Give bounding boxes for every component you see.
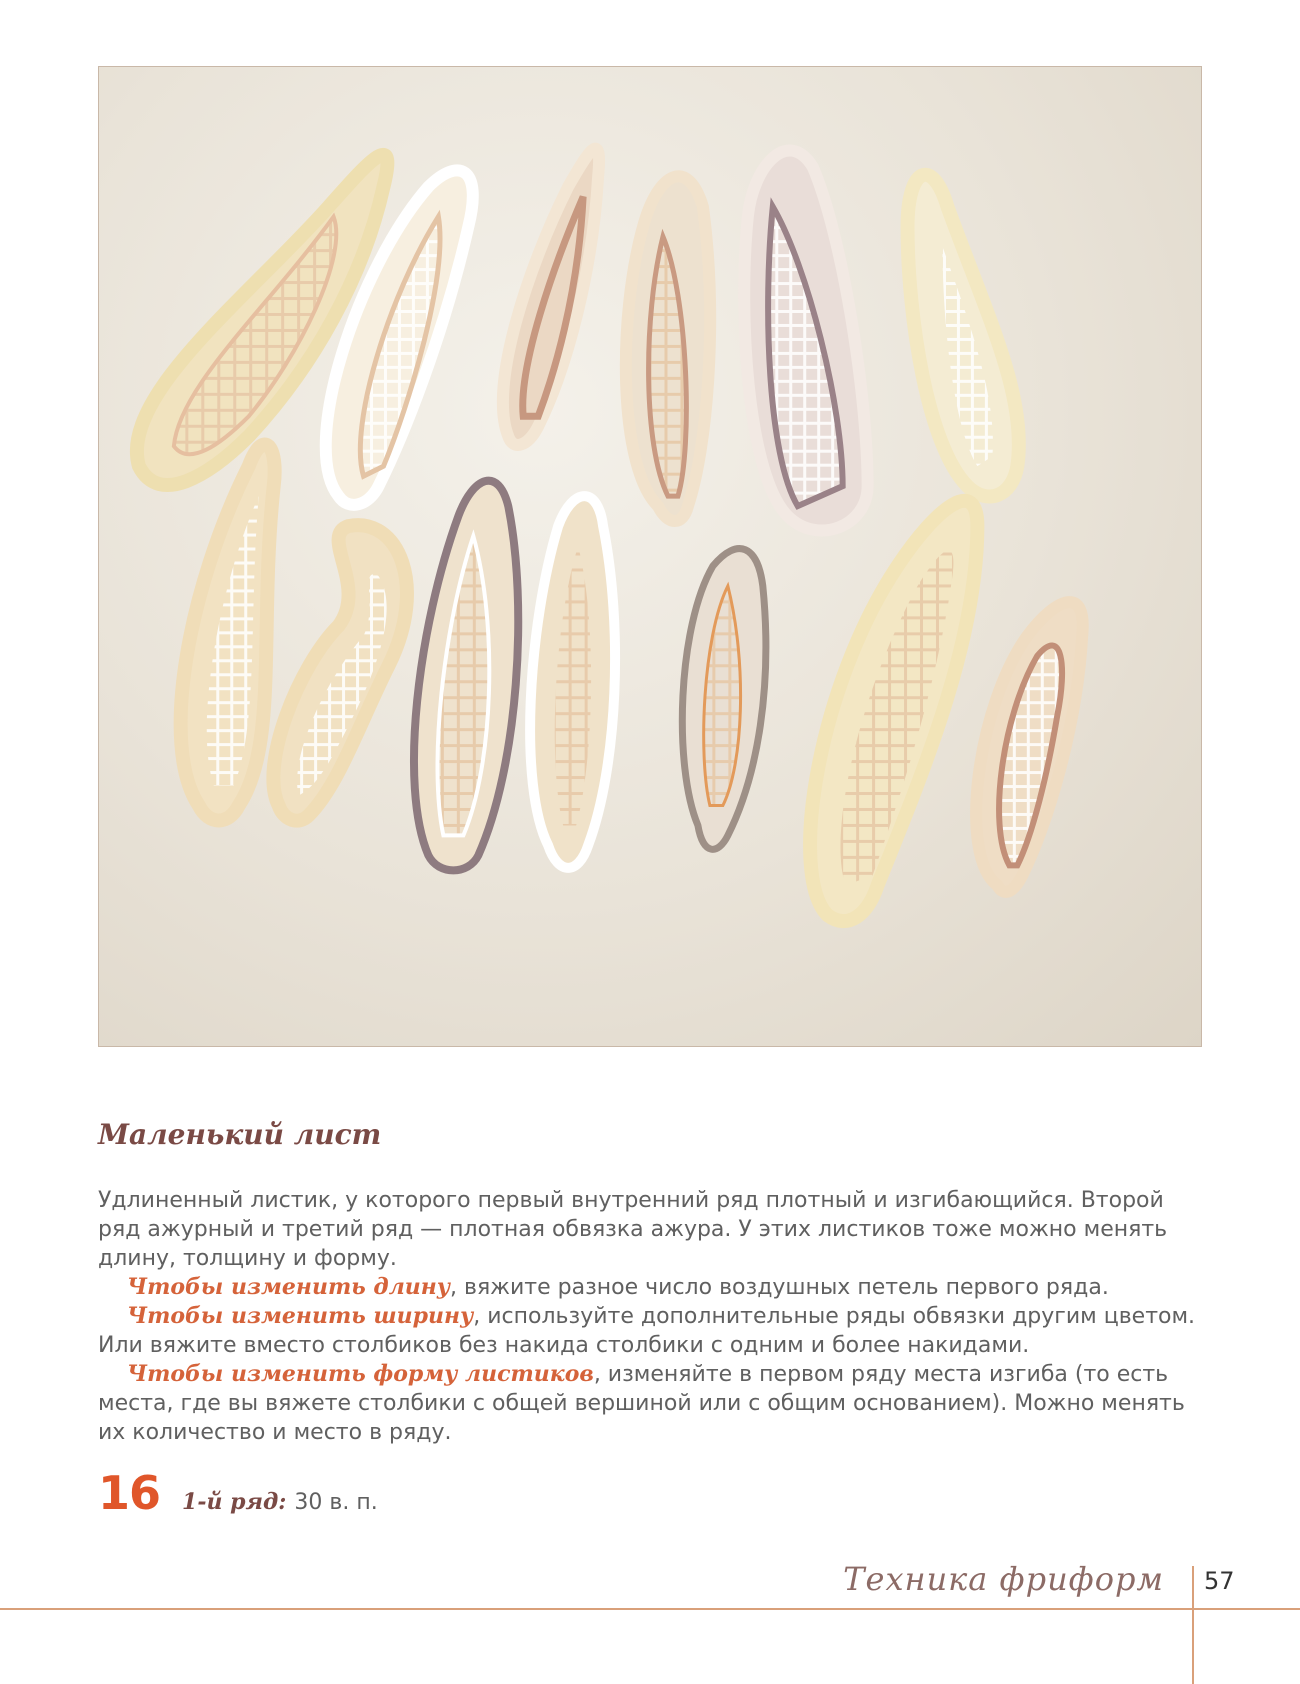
tip-width-label: Чтобы изменить ширину <box>127 1303 474 1329</box>
leaf-3 <box>503 149 599 445</box>
leaf-13 <box>976 602 1083 892</box>
pattern-row <box>98 1466 378 1526</box>
tip-width-text: , используйте дополнительные ряды обвязки другим цветом. Или вяжите вместо столбиков без накида столбики с одним и более накидами. <box>98 1304 1196 1358</box>
leaf-10 <box>530 496 615 868</box>
tip-shape-label: Чтобы изменить форму листиков <box>127 1361 594 1387</box>
page-number: 57 <box>1204 1567 1235 1595</box>
photo-crochet-leaves <box>98 66 1202 1047</box>
leaf-8 <box>273 525 407 821</box>
leaves-illustration <box>99 67 1201 1046</box>
tip-shape <box>98 1360 1202 1447</box>
footer-divider <box>1192 1566 1194 1684</box>
footer-title: Техника фриформ <box>843 1560 1164 1598</box>
tip-width <box>98 1302 1202 1360</box>
footer-rule <box>0 1608 1300 1610</box>
leaf-11 <box>682 549 766 850</box>
tip-length-text: , вяжите разное число воздушных петель первого ряда. <box>450 1275 1109 1300</box>
leaf-9 <box>414 481 518 871</box>
tip-length <box>98 1273 1202 1302</box>
pattern-number: 16 <box>98 1466 161 1520</box>
row-label: 1-й ряд: <box>182 1489 287 1515</box>
leaf-6 <box>908 175 1019 497</box>
section-title: Маленький лист <box>98 1118 382 1151</box>
row-value: 30 в. п. <box>294 1490 378 1515</box>
leaf-4 <box>626 176 710 521</box>
tip-length-label: Чтобы изменить длину <box>127 1274 450 1300</box>
body-text <box>98 1186 1202 1447</box>
leaf-12 <box>810 501 977 921</box>
intro-paragraph: Удлиненный листик, у которого первый внутренний ряд плотный и изгибающийся. Второй ряд ажурный и третий ряд — плотная обвязка ажура. У этих листиков тоже можно менять длину, толщину и форму. <box>98 1188 1168 1271</box>
leaf-5 <box>744 151 867 531</box>
tip-shape-text: , изменяйте в первом ряду места изгиба (то есть места, где вы вяжете столбики с общей вершиной или с общим основанием). Можно менять их количество и место в ряду. <box>98 1362 1185 1445</box>
leaf-7 <box>181 444 275 820</box>
